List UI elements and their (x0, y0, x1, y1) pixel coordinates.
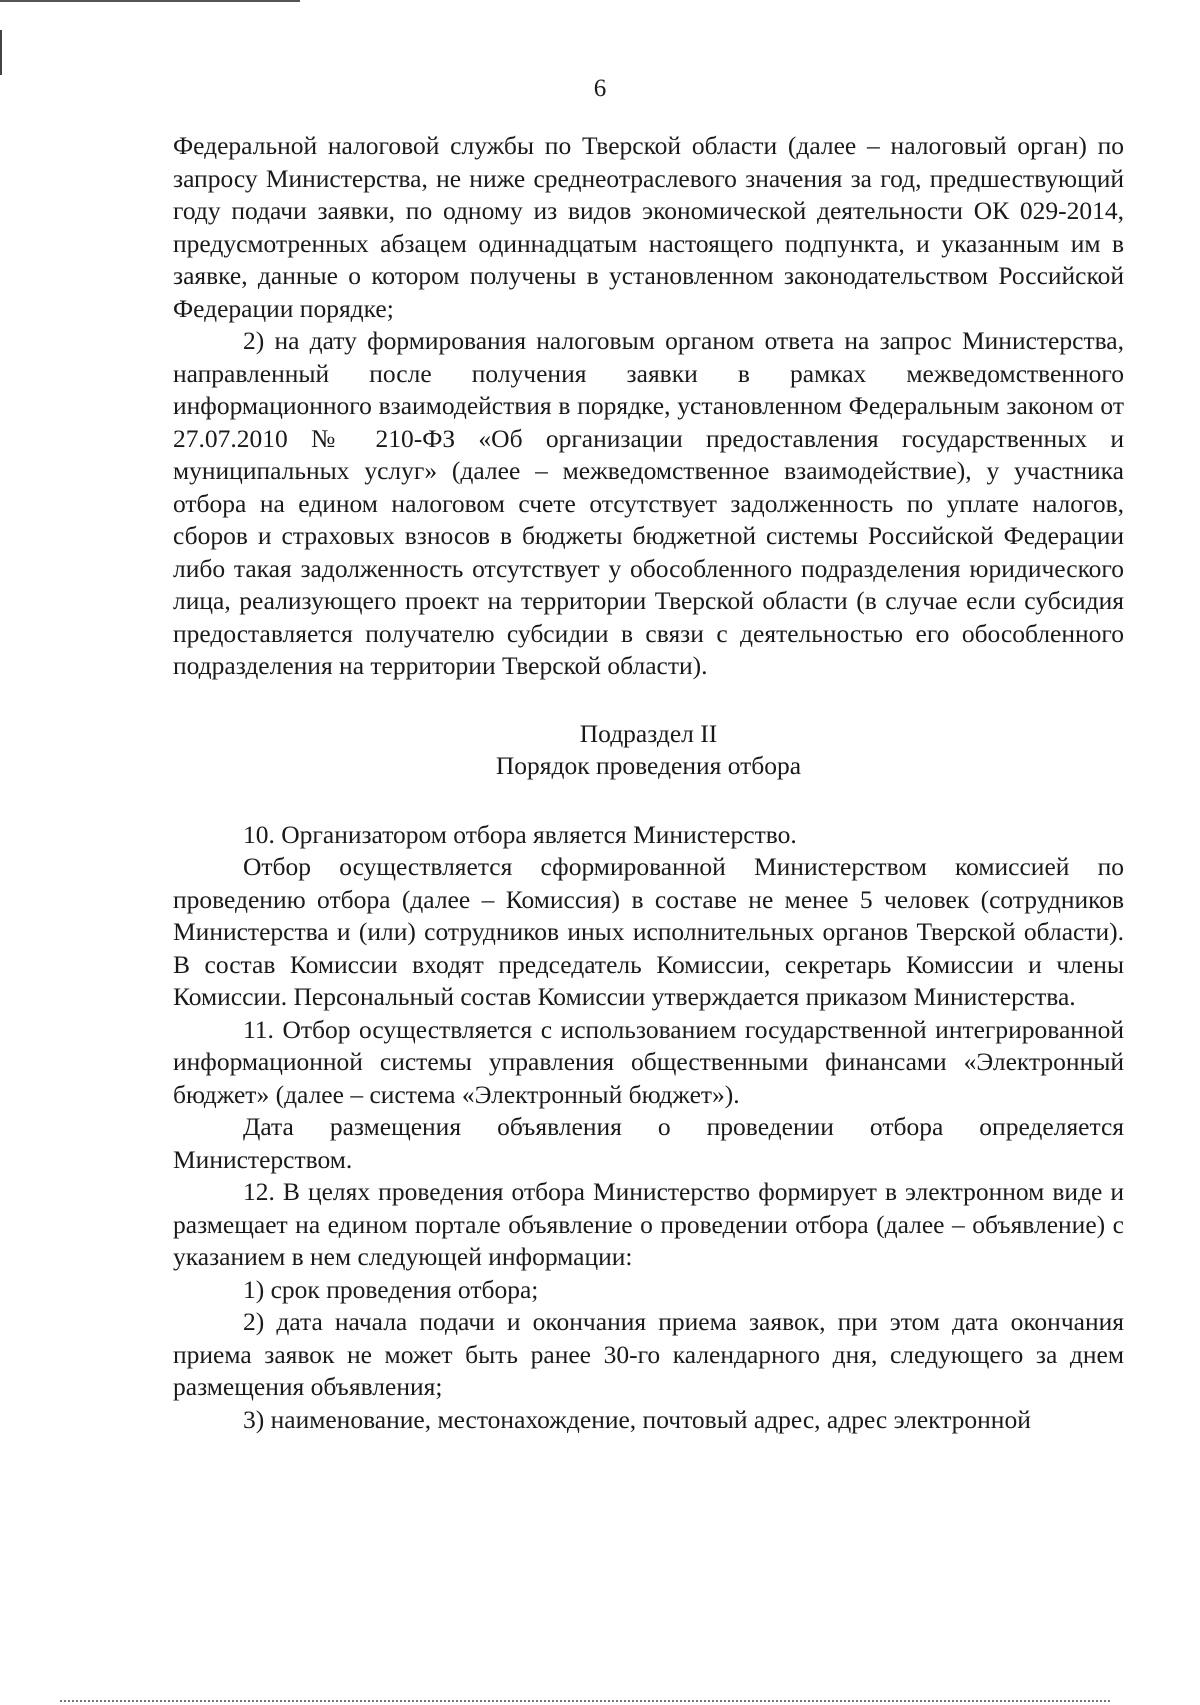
section-title: Подраздел II (579, 718, 718, 748)
item-2-paragraph: 2) на дату формирования налоговым органом ответа на запрос Министерства, направленный после получения заявки в рамках межведомственного информационного взаимодействия в порядке, установленном Федеральным законом от 27.07.2010 № 210-ФЗ «Об организации предоставления государственных и муниципальных услуг» (далее – межведомственное взаимодействие), у участника отбора на едином налоговом счете отсутствует задолженность по уплате налогов, сборов и страховых взносов в бюджеты бюджетной системы Российской Федерации либо такая задолженность отсутствует у обособленного подразделения юридического лица, реализующего проект на территории Тверской области (в случае если субсидия предоставляется получателю субсидии в связи с деятельностью его обособленного подразделения на территории Тверской области). (173, 326, 1124, 680)
paragraph-announcement-date: Дата размещения объявления о проведении отбора определяется Министерством. (173, 1112, 1124, 1174)
page-number: 6 (593, 75, 607, 102)
scan-edge-left (0, 30, 2, 75)
paragraph-11: 11. Отбор осуществляется с использованием государственной интегрированной информационной системы управления общественными финансами «Электронный бюджет» (далее – система «Электронный бюджет»). (173, 1014, 1124, 1109)
document-body (173, 130, 1124, 1436)
continuation-paragraph: Федеральной налоговой службы по Тверской области (далее – налоговый орган) по запросу Министерства, не ниже среднеотраслевого значения за год, предшествующий году подачи заявки, по одному из видов экономической деятельности ОК 029-2014, предусмотренных абзацем одиннадцатым настоящего подпункта, и указанным им в заявке, данные о котором получены в установленном законодательством Российской Федерации порядке; (173, 131, 1124, 323)
list-item-2: 2) дата начала подачи и окончания приема заявок, при этом дата окончания приема заявок не может быть ранее 30-го календарного дня, следующего за днем размещения объявления; (173, 1307, 1124, 1401)
paragraph-commission: Отбор осуществляется сформированной Министерством комиссией по проведению отбора (далее – Комиссия) в составе не менее 5 человек (сотрудников Министерства и (или) сотрудников иных исполнительных органов Тверской области). В состав Комиссии входят председатель Комиссии, секретарь Комиссии и члены Комиссии. Персональный состав Комиссии утверждается приказом Министерства. (173, 852, 1124, 1011)
section-subtitle: Порядок проведения отбора (495, 751, 802, 780)
paragraph-10: 10. Организатором отбора является Министерство. (243, 819, 797, 849)
list-item-1: 1) срок проведения отбора; (243, 1274, 539, 1304)
scan-edge-bottom (60, 1700, 1110, 1702)
section-heading (173, 718, 1124, 783)
paragraph-12: 12. В целях проведения отбора Министерство формирует в электронном виде и размещает на едином портале объявление о проведении отбора (далее – объявление) с указанием в нем следующей информации: (173, 1177, 1124, 1271)
list-item-3: 3) наименование, местонахождение, почтовый адрес, адрес электронной (243, 1404, 1031, 1434)
scan-edge-top (0, 0, 300, 2)
